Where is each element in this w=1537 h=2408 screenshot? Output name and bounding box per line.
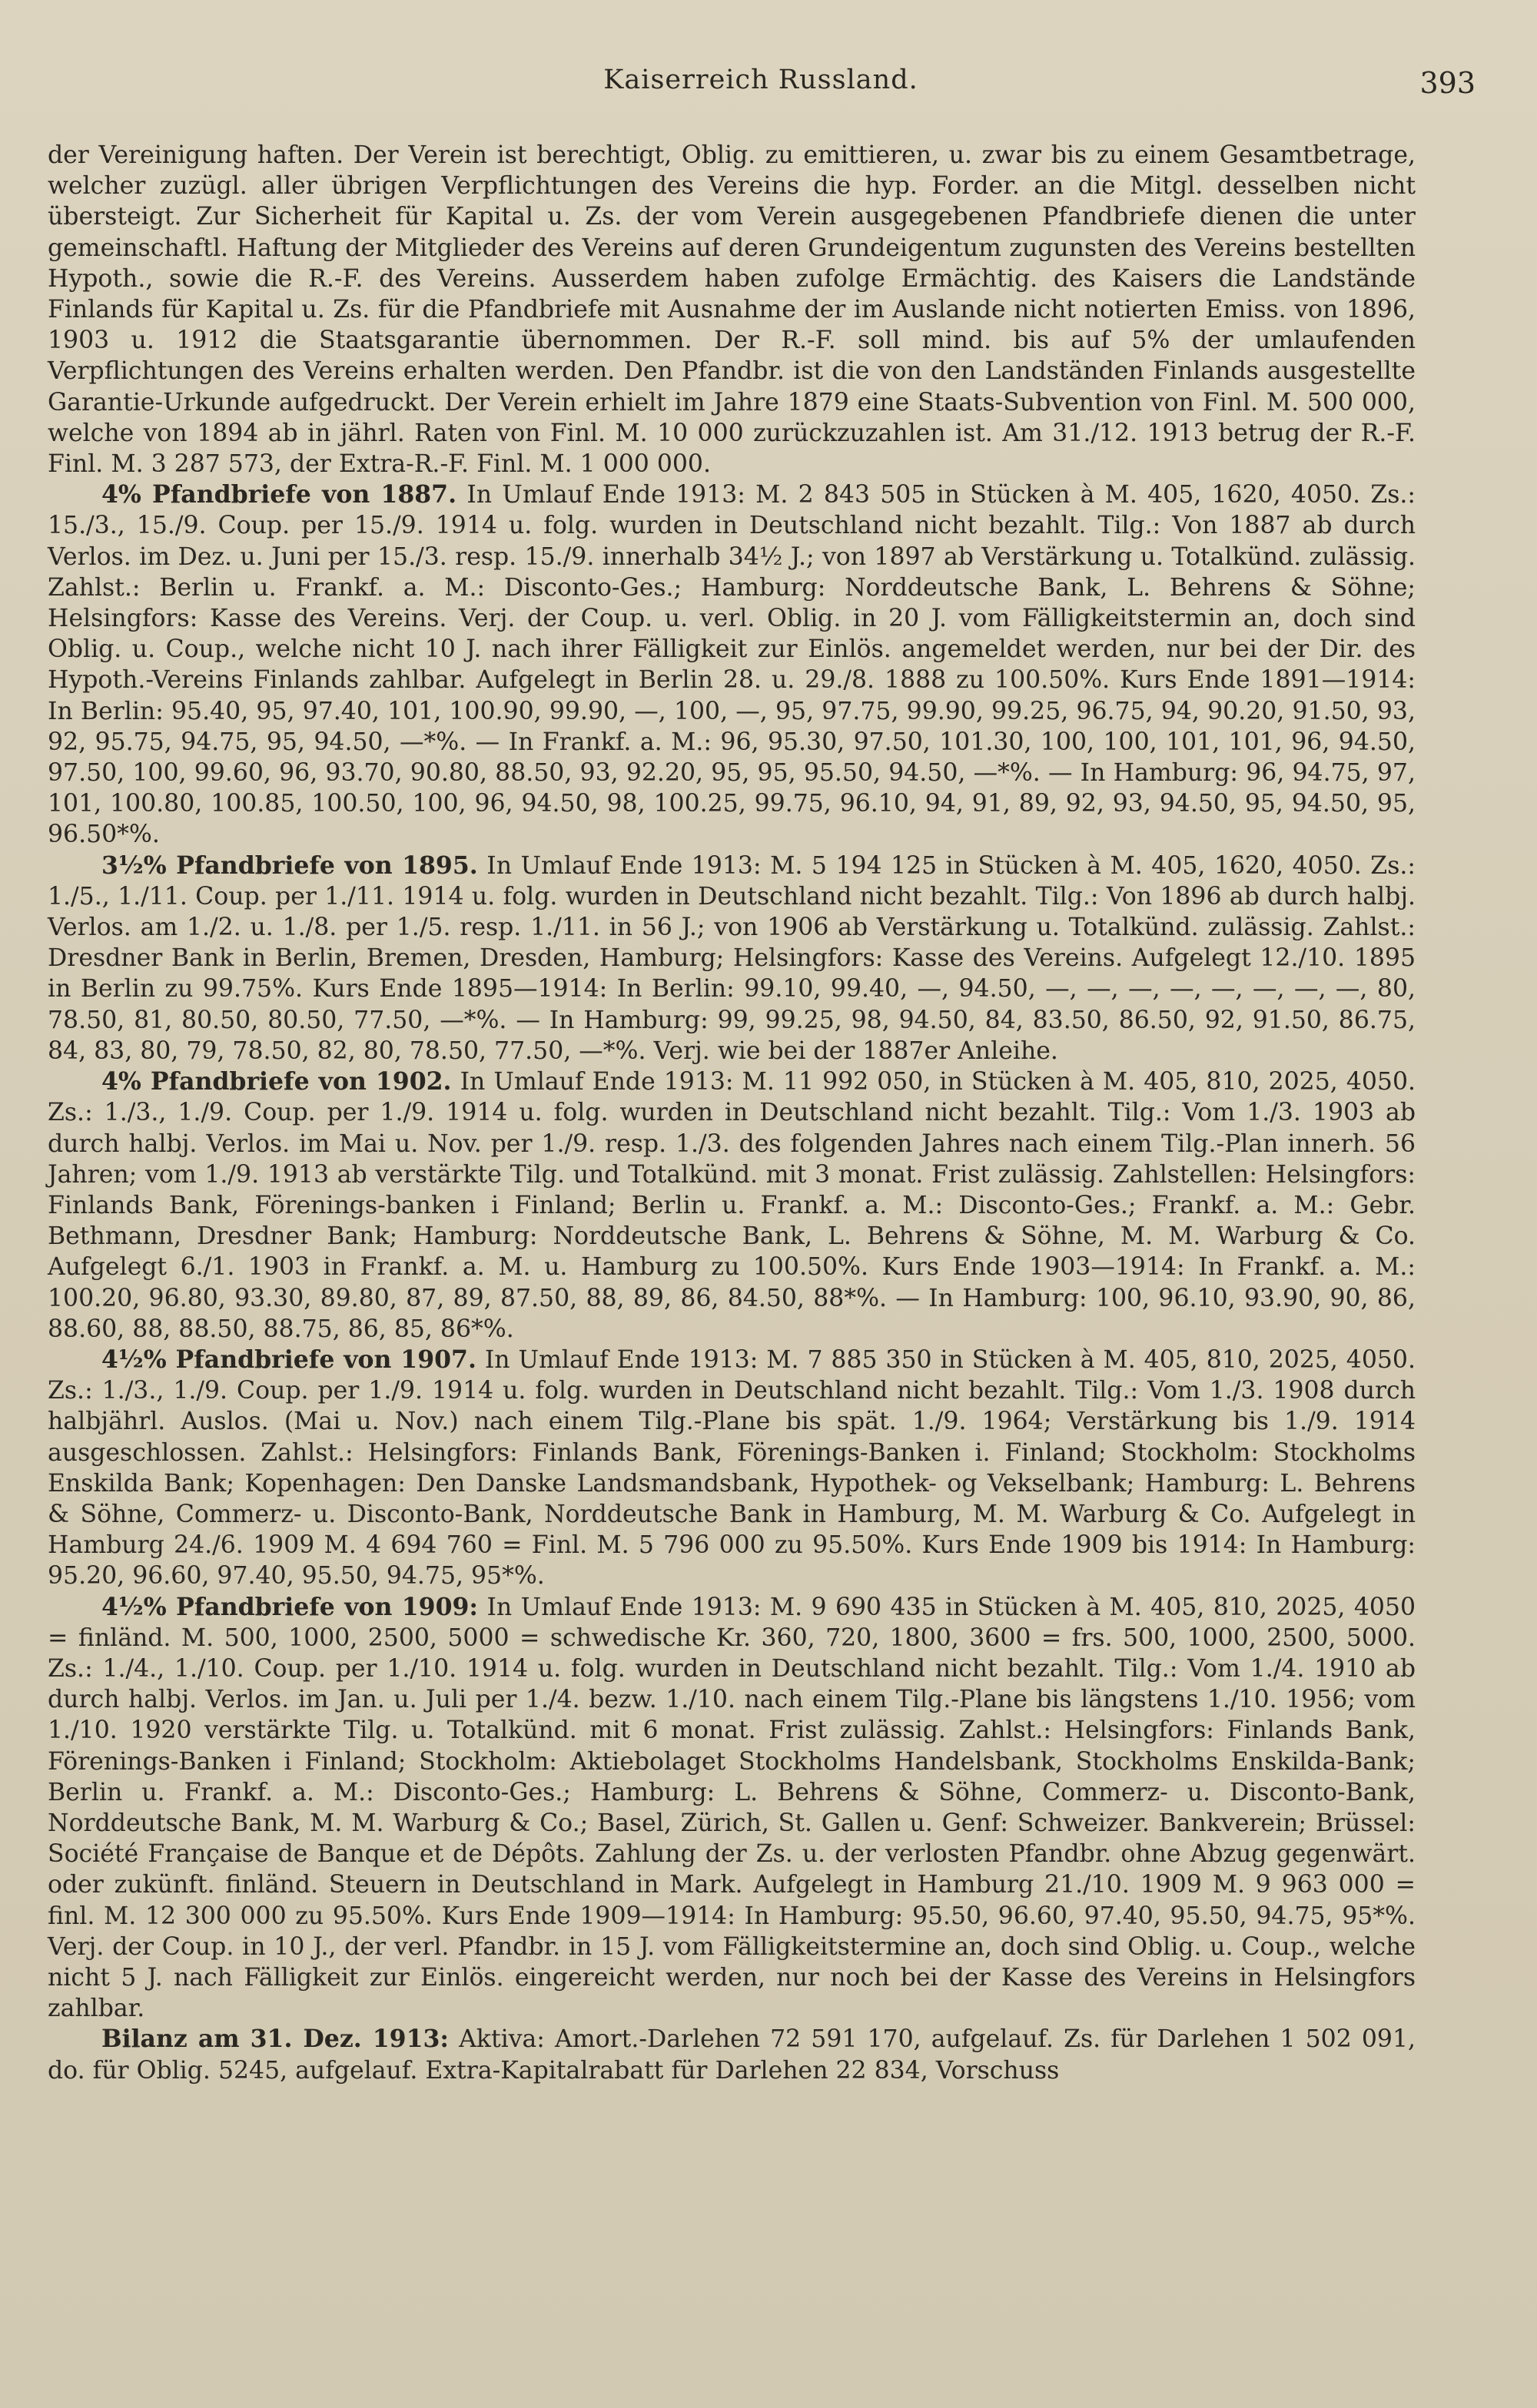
section-heading: 4% Pfandbriefe von 1887. (101, 480, 457, 509)
section-heading: 4½% Pfandbriefe von 1909: (101, 1592, 479, 1621)
section-pfandbriefe-1887 (48, 479, 1416, 850)
section-heading: Bilanz am 31. Dez. 1913: (101, 2025, 450, 2054)
paragraph-text: der Vereinigung haften. Der Verein ist berechtigt, Oblig. zu emittieren, u. zwar bis zu einem Gesamtbetrage, welcher zuzügl. aller übrigen Verpflichtungen des Vereins die hyp. Forder. an die Mitgl. desselben nicht übersteigt. Zur Sicherheit für Kapital u. Zs. der vom Verein ausgegebenen Pfandbriefe dienen die unter gemeinschaftl. Haftung der Mitglieder des Vereins auf deren Grundeigentum zugunsten des Vereins bestellten Hypoth., sowie die R.-F. des Vereins. Ausserdem haben zufolge Ermächtig. des Kaisers die Landstände Finlands für Kapital u. Zs. für die Pfandbriefe mit Ausnahme der im Auslande nicht notierten Emiss. von 1896, 1903 u. 1912 die Staatsgarantie übernommen. Der R.-F. soll mind. bis auf 5% der umlaufenden Verpflichtungen des Vereins erhalten werden. Den Pfandbr. ist die von den Landständen Finlands ausgestellte Garantie-Urkunde aufgedruckt. Der Verein erhielt im Jahre 1879 eine Staats-Subvention von Finl. M. 500 000, welche von 1894 ab in jährl. Raten von Finl. M. 10 000 zurückzuzahlen ist. Am 31./12. 1913 betrug der R.-F. Finl. M. 3 287 573, der Extra-R.-F. Finl. M. 1 000 000. (48, 141, 1416, 479)
paragraph-text: In Umlauf Ende 1913: M. 2 843 505 in Stücken à M. 405, 1620, 4050. Zs.: 15./3., 15./9. Coup. per 15./9. 1914 u. folg. wurden in Deutschland nicht bezahlt. Tilg.: Von 1887 ab durch Verlos. im Dez. u. Juni per 15./3. resp. 15./9. innerhalb 34½ J.; von 1897 ab Verstärkung u. Totalkünd. zulässig. Zahlst.: Berlin u. Frankf. a. M.: Disconto-Ges.; Hamburg: Norddeutsche Bank, L. Behrens & Söhne; Helsingfors: Kasse des Vereins. Verj. der Coup. u. verl. Oblig. in 20 J. vom Fälligkeitstermin an, doch sind Oblig. u. Coup., welche nicht 10 J. nach ihrer Fälligkeit zur Einlös. angemeldet werden, nur bei der Dir. des Hypoth.-Vereins Finlands zahlbar. Aufgelegt in Berlin 28. u. 29./8. 1888 zu 100.50%. Kurs Ende 1891—1914: In Berlin: 95.40, 95, 97.40, 101, 100.90, 99.90, —, 100, —, 95, 97.75, 99.90, 99.25, 96.75, 94, 90.20, 91.50, 93, 92, 95.75, 94.75, 95, 94.50, —*%. — In Frankf. a. M.: 96, 95.30, 97.50, 101.30, 100, 100, 101, 101, 96, 94.50, 97.50, 100, 99.60, 96, 93.70, 90.80, 88.50, 93, 92.20, 95, 95, 95.50, 94.50, —*%. — In Hamburg: 96, 94.75, 97, 101, 100.80, 100.85, 100.50, 100, 96, 94.50, 98, 100.25, 99.75, 96.10, 94, 91, 89, 92, 93, 94.50, 95, 94.50, 95, 96.50*%. (48, 481, 1416, 849)
paragraph-text: Aktiva: Amort.-Darlehen 72 591 170, aufgelauf. Zs. für Darlehen 1 502 091, do. für Oblig. 5245, aufgelauf. Extra-Kapitalrabatt für Darlehen 22 834, Vorschuss (48, 2025, 1416, 2085)
section-pfandbriefe-1907 (48, 1345, 1416, 1592)
section-heading: 3½% Pfandbriefe von 1895. (101, 851, 478, 880)
section-bilanz-1913 (48, 2024, 1416, 2085)
running-title: Kaiserreich Russland. (603, 65, 918, 95)
paragraph-text: In Umlauf Ende 1913: M. 7 885 350 in Stücken à M. 405, 810, 2025, 4050. Zs.: 1./3., 1./9. Coup. per 1./9. 1914 u. folg. wurden in Deutschland nicht bezahlt. Tilg.: Vom 1./3. 1908 durch halbjährl. Auslos. (Mai u. Nov.) nach einem Tilg.-Plane bis spät. 1./9. 1964; Verstärkung bis 1./9. 1914 ausgeschlossen. Zahlst.: Helsingfors: Finlands Bank, Förenings-Banken i. Finland; Stockholm: Stockholms Enskilda Bank; Kopenhagen: Den Danske Landsmandsbank, Hypothek- og Vekselbank; Hamburg: L. Behrens & Söhne, Commerz- u. Disconto-Bank, Norddeutsche Bank in Hamburg, M. M. Warburg & Co. Aufgelegt in Hamburg 24./6. 1909 M. 4 694 760 = Finl. M. 5 796 000 zu 95.50%. Kurs Ende 1909 bis 1914: In Hamburg: 95.20, 96.60, 97.40, 95.50, 94.75, 95*%. (48, 1345, 1416, 1590)
section-heading: 4% Pfandbriefe von 1902. (101, 1067, 452, 1096)
section-pfandbriefe-1902 (48, 1066, 1416, 1345)
page-header (46, 65, 1476, 111)
paragraph-text: In Umlauf Ende 1913: M. 5 194 125 in Stücken à M. 405, 1620, 4050. Zs.: 1./5., 1./11. Coup. per 1./11. 1914 u. folg. wurden in Deutschland nicht bezahlt. Tilg.: Von 1896 ab durch halbj. Verlos. am 1./2. u. 1./8. per 1./5. resp. 1./11. in 56 J.; von 1906 ab Verstärkung u. Totalkünd. zulässig. Zahlst.: Dresdner Bank in Berlin, Bremen, Dresden, Hamburg; Helsingfors: Kasse des Vereins. Aufgelegt 12./10. 1895 in Berlin zu 99.75%. Kurs Ende 1895—1914: In Berlin: 99.10, 99.40, —, 94.50, —, —, —, —, —, —, —, —, 80, 78.50, 81, 80.50, 80.50, 77.50, —*%. — In Hamburg: 99, 99.25, 98, 94.50, 84, 83.50, 86.50, 92, 91.50, 86.75, 84, 83, 80, 79, 78.50, 82, 80, 78.50, 77.50, —*%. Verj. wie bei der 1887er Anleihe. (48, 851, 1416, 1065)
paragraph-intro (48, 140, 1416, 479)
page-number: 393 (1419, 66, 1476, 100)
section-heading: 4½% Pfandbriefe von 1907. (101, 1345, 476, 1374)
body-text (48, 140, 1416, 2086)
section-pfandbriefe-1909 (48, 1592, 1416, 2025)
paragraph-text: In Umlauf Ende 1913: M. 9 690 435 in Stücken à M. 405, 810, 2025, 4050 = finländ. M. 500, 1000, 2500, 5000 = schwedische Kr. 360, 720, 1800, 3600 = frs. 500, 1000, 2500, 5000. Zs.: 1./4., 1./10. Coup. per 1./10. 1914 u. folg. wurden in Deutschland nicht bezahlt. Tilg.: Vom 1./4. 1910 ab durch halbj. Verlos. im Jan. u. Juli per 1./4. bezw. 1./10. nach einem Tilg.-Plane bis längstens 1./10. 1956; vom 1./10. 1920 verstärkte Tilg. u. Totalkünd. mit 6 monat. Frist zulässig. Zahlst.: Helsingfors: Finlands Bank, Förenings-Banken i Finland; Stockholm: Aktiebolaget Stockholms Handelsbank, Stockholms Enskilda-Bank; Berlin u. Frankf. a. M.: Disconto-Ges.; Hamburg: L. Behrens & Söhne, Commerz- u. Disconto-Bank, Norddeutsche Bank, M. M. Warburg & Co.; Basel, Zürich, St. Gallen u. Genf: Schweizer. Bankverein; Brüssel: Société Française de Banque et de Dépôts. Zahlung der Zs. u. der verlosten Pfandbr. ohne Abzug gegenwärt. oder zukünft. finländ. Steuern in Deutschland in Mark. Aufgelegt in Hamburg 21./10. 1909 M. 9 963 000 = finl. M. 12 300 000 zu 95.50%. Kurs Ende 1909—1914: In Hamburg: 95.50, 96.60, 97.40, 95.50, 94.75, 95*%. Verj. der Coup. in 10 J., der verl. Pfandbr. in 15 J. vom Fälligkeitstermine an, doch sind Oblig. u. Coup., welche nicht 5 J. nach Fälligkeit zur Einlös. eingereicht werden, nur noch bei der Kasse des Vereins in Helsingfors zahlbar. (48, 1593, 1416, 2023)
section-pfandbriefe-1895 (48, 851, 1416, 1066)
paragraph-text: In Umlauf Ende 1913: M. 11 992 050, in Stücken à M. 405, 810, 2025, 4050. Zs.: 1./3., 1./9. Coup. per 1./9. 1914 u. folg. wurden in Deutschland nicht bezahlt. Tilg.: Vom 1./3. 1903 ab durch halbj. Verlos. im Mai u. Nov. per 1./9. resp. 1./3. des folgenden Jahres nach einem Tilg.-Plan innerh. 56 Jahren; vom 1./9. 1913 ab verstärkte Tilg. und Totalkünd. mit 3 monat. Frist zulässig. Zahlstellen: Helsingfors: Finlands Bank, Förenings-banken i Finland; Berlin u. Frankf. a. M.: Disconto-Ges.; Frankf. a. M.: Gebr. Bethmann, Dresdner Bank; Hamburg: Norddeutsche Bank, L. Behrens & Söhne, M. M. Warburg & Co. Aufgelegt 6./1. 1903 in Frankf. a. M. u. Hamburg zu 100.50%. Kurs Ende 1903—1914: In Frankf. a. M.: 100.20, 96.80, 93.30, 89.80, 87, 89, 87.50, 88, 89, 86, 84.50, 88*%. — In Hamburg: 100, 96.10, 93.90, 90, 86, 88.60, 88, 88.50, 88.75, 86, 85, 86*%. (48, 1068, 1416, 1343)
